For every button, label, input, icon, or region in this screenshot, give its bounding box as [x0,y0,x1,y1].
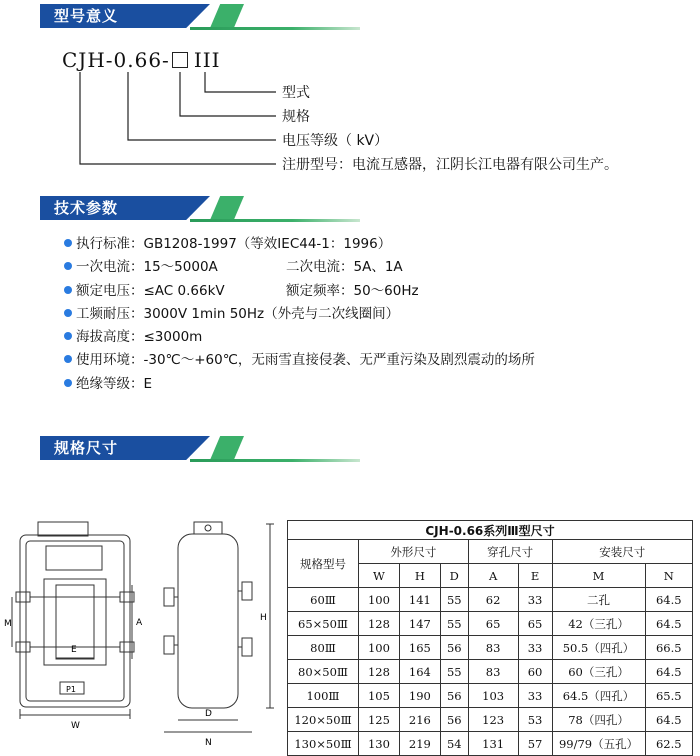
table-cell: 54 [440,732,468,756]
model-prefix: CJH-0.66- [62,48,170,72]
table-cell: 120×50Ⅲ [288,708,359,732]
table-cell: 53 [518,708,552,732]
table-cell: 33 [518,588,552,612]
table-cell: 130×50Ⅲ [288,732,359,756]
table-cell: 219 [399,732,440,756]
table-cell: 64.5 [645,708,692,732]
table-cell: 164 [399,660,440,684]
param-list [64,233,535,396]
table-cell: 105 [359,684,400,708]
table-cell: 165 [399,636,440,660]
meaning-spec: 规格 [282,109,310,125]
table-cell: 65 [518,612,552,636]
table-row [288,684,693,708]
section-title-size: 规格尺寸 [54,439,119,457]
bullet-icon [64,332,72,340]
table-cell: 100 [359,588,400,612]
table-cell: 65×50Ⅲ [288,612,359,636]
model-suffix: III [193,48,221,72]
table-row [288,708,693,732]
col-header-model: 规格型号 [288,540,359,588]
table-cell: 65 [468,612,518,636]
table-cell: 55 [440,660,468,684]
table-cell: 62 [468,588,518,612]
col-header-M: M [552,564,645,588]
table-cell: 128 [359,612,400,636]
table-cell: 64.5 [645,660,692,684]
table-cell: 125 [359,708,400,732]
table-cell: 60（三孔） [552,660,645,684]
dim-label-D: D [205,709,212,719]
table-cell: 64.5（四孔） [552,684,645,708]
table-row [288,588,693,612]
table-row [288,636,693,660]
table-cell: 216 [399,708,440,732]
table-cell: 55 [440,588,468,612]
table-cell: 65.5 [645,684,692,708]
table-cell: 131 [468,732,518,756]
table-cell: 190 [399,684,440,708]
side-view-drawing [150,510,285,748]
table-cell: 55 [440,612,468,636]
table-cell: 141 [399,588,440,612]
table-cell: 56 [440,636,468,660]
dim-label-W: W [71,721,80,731]
col-header-hole: 穿孔尺寸 [468,540,552,564]
table-cell: 62.5 [645,732,692,756]
section-title-meaning: 型号意义 [54,7,119,25]
table-row [288,732,693,756]
table-row [288,660,693,684]
bullet-icon [64,355,72,363]
dim-label-H: H [260,613,267,623]
bullet-icon [64,286,72,294]
table-title: CJH-0.66系列Ⅲ型尺寸 [288,521,693,540]
section-banner-size [40,436,360,462]
table-cell: 50.5（四孔） [552,636,645,660]
table-cell: 60 [518,660,552,684]
table-cell: 56 [440,684,468,708]
col-header-outline: 外形尺寸 [359,540,469,564]
bullet-icon [64,379,72,387]
col-header-E: E [518,564,552,588]
bullet-icon [64,239,72,247]
table-cell: 42（三孔） [552,612,645,636]
col-header-D: D [440,564,468,588]
col-header-W: W [359,564,400,588]
table-cell: 56 [440,708,468,732]
param-item: 额定电压：≤AC 0.66kV 额定频率：50～60Hz [64,280,535,303]
dim-label-N: N [205,738,212,748]
terminal-label-P1: P1 [66,685,76,694]
table-row [288,612,693,636]
col-header-H: H [399,564,440,588]
bullet-icon [64,309,72,317]
table-cell: 64.5 [645,612,692,636]
table-cell: 147 [399,612,440,636]
param-item: 海拔高度：≤3000m [64,326,535,349]
table-cell: 99/79（五孔） [552,732,645,756]
meaning-voltage: 电压等级（ kV） [282,133,389,149]
table-cell: 128 [359,660,400,684]
table-cell: 78（四孔） [552,708,645,732]
dim-label-A: A [136,618,143,628]
meaning-registration: 注册型号：电流互感器，江阴长江电器有限公司生产。 [282,157,618,173]
table-cell: 57 [518,732,552,756]
dimension-table [287,520,693,756]
col-header-A: A [468,564,518,588]
param-item: 工频耐压：3000V 1min 50Hz（外壳与二次线圈间） [64,303,535,326]
table-cell: 60Ⅲ [288,588,359,612]
table-cell: 103 [468,684,518,708]
meaning-type: 型式 [282,85,310,101]
table-cell: 33 [518,636,552,660]
table-cell: 80Ⅲ [288,636,359,660]
bullet-icon [64,262,72,270]
table-cell: 83 [468,636,518,660]
table-cell: 33 [518,684,552,708]
table-cell: 64.5 [645,588,692,612]
section-banner-params [40,196,360,222]
dim-label-E: E [71,645,77,655]
table-cell: 66.5 [645,636,692,660]
section-title-params: 技术参数 [54,199,119,217]
param-item: 执行标准：GB1208-1997（等效IEC44-1：1996） [64,233,535,256]
table-cell: 80×50Ⅲ [288,660,359,684]
table-cell: 130 [359,732,400,756]
table-cell: 83 [468,660,518,684]
table-cell: 100Ⅲ [288,684,359,708]
col-header-mount: 安装尺寸 [552,540,692,564]
dim-label-M: M [4,619,12,629]
table-cell: 100 [359,636,400,660]
param-item: 绝缘等级：E [64,373,535,396]
param-item: 一次电流：15～5000A 二次电流：5A、1A [64,256,535,279]
table-cell: 二孔 [552,588,645,612]
table-cell: 123 [468,708,518,732]
param-item: 使用环境：-30℃～+60℃，无雨雪直接侵袭、无严重污染及剧烈震动的场所 [64,349,535,372]
col-header-N: N [645,564,692,588]
